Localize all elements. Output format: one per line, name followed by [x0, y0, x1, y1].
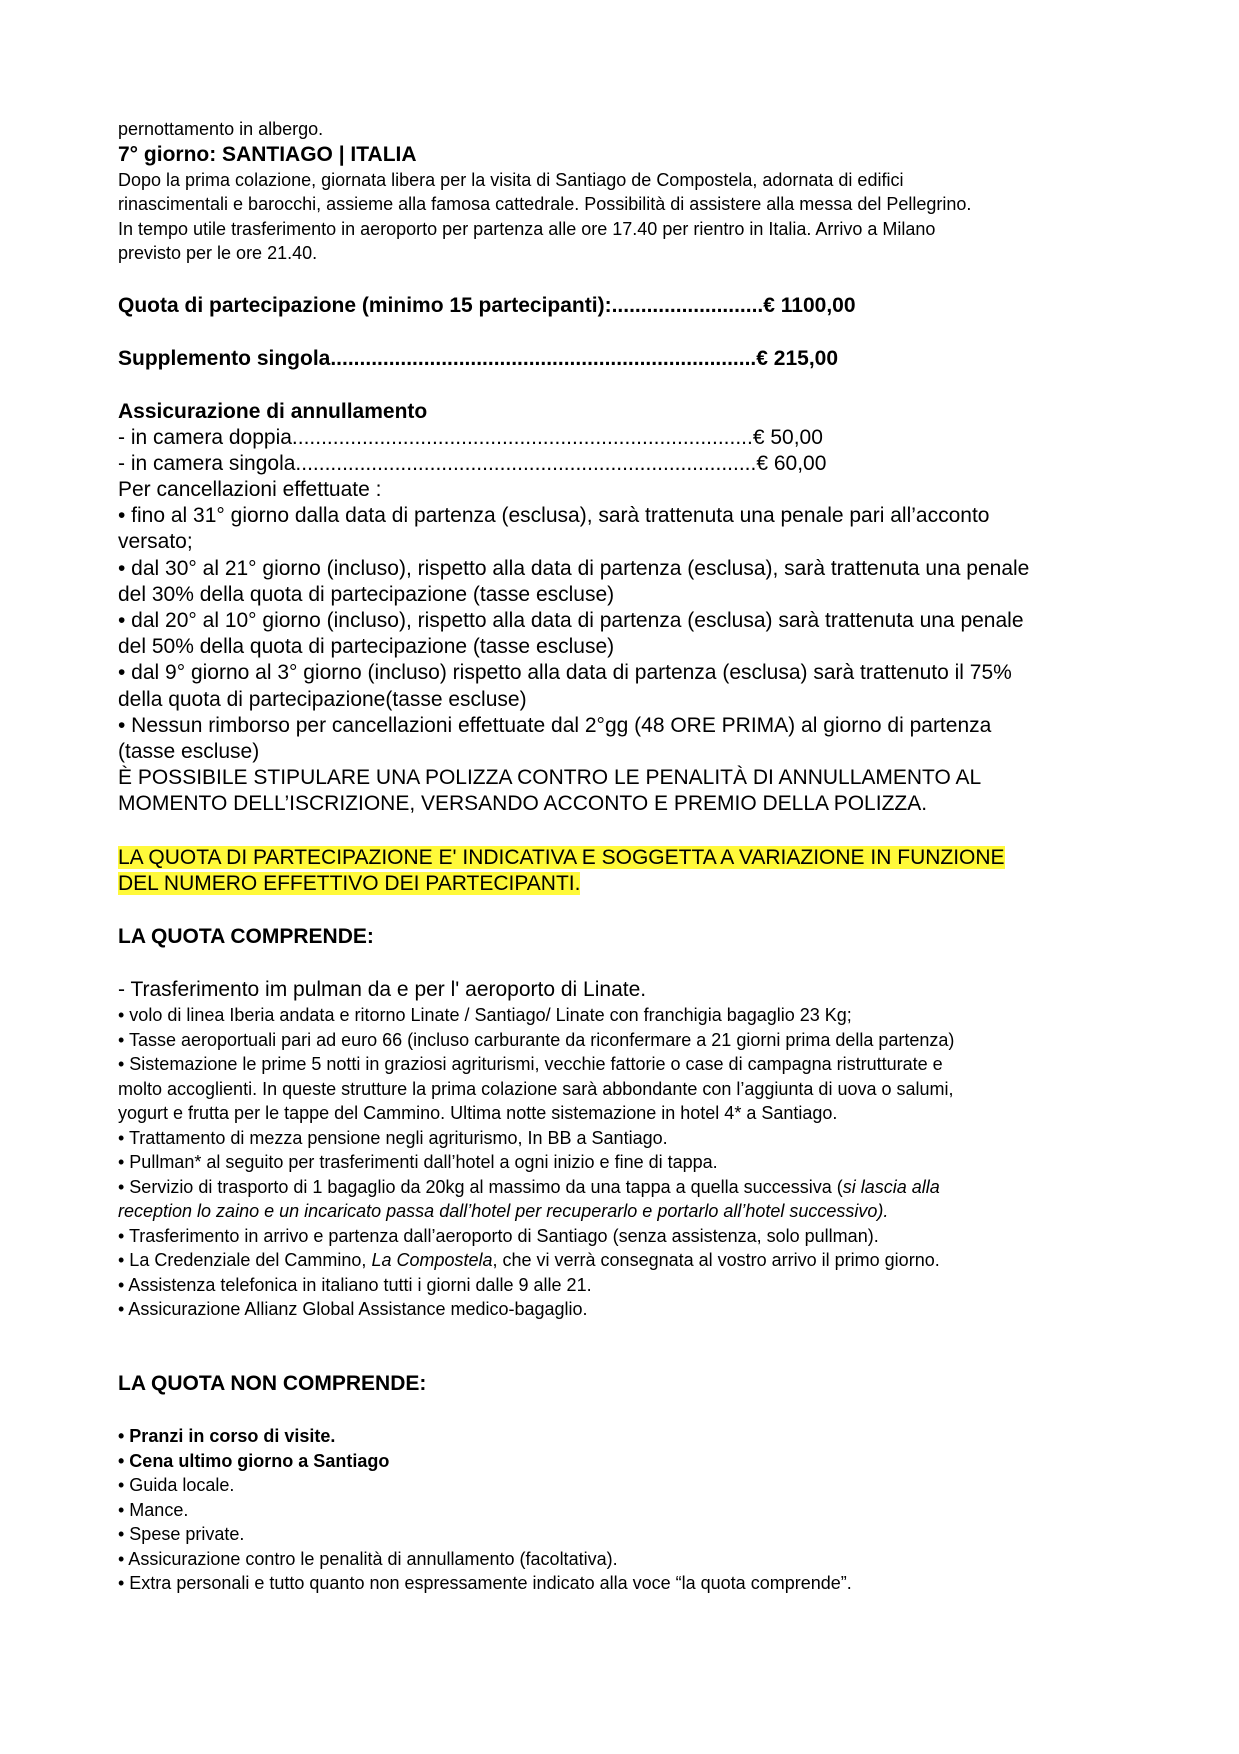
rule-line: del 50% della quota di partecipazione (tasse escluse) [118, 635, 615, 659]
rule-line: • Nessun rimborso per cancellazioni effettuate dal 2°gg (48 ORE PRIMA) al giorno di partenza [118, 713, 992, 737]
list-item: • Pranzi in corso di visite. [118, 1426, 336, 1447]
cancellazioni-intro: Per cancellazioni effettuate : [118, 477, 382, 501]
credenziale-text: , che vi verrà consegnata al vostro arrivo il primo giorno. [492, 1250, 940, 1271]
comprende-list [118, 1003, 1128, 1322]
list-item: • Assicurazione Allianz Global Assistance medico-bagaglio. [118, 1299, 588, 1320]
list-item: reception lo zaino e un incaricato passa dall’hotel per recuperarlo e portarlo all’hotel successivo). [118, 1201, 889, 1222]
notice-line: DEL NUMERO EFFETTIVO DEI PARTECIPANTI. [118, 871, 581, 895]
cancellation-rules [118, 503, 1128, 765]
quota-price: Quota di partecipazione (minimo 15 partecipanti):..........................€ 1100,00 [118, 293, 856, 317]
non-comprende-list [118, 1424, 1128, 1596]
credenziale-italic: La Compostela [371, 1250, 493, 1271]
rule-line: versato; [118, 530, 193, 554]
day-text-line: Dopo la prima colazione, giornata libera per la visita di Santiago de Compostela, adornata di edifici [118, 169, 904, 190]
list-item: molto accoglienti. In queste strutture la prima colazione sarà abbondante con l’aggiunta di uova o salumi, [118, 1078, 954, 1099]
list-item: • Guida locale. [118, 1475, 235, 1496]
list-item: • Assicurazione contro le penalità di annullamento (facoltativa). [118, 1548, 618, 1569]
rule-line: • dal 20° al 10° giorno (incluso), rispetto alla data di partenza (esclusa) sarà trattenuta una penale [118, 608, 1024, 632]
polizza-line: MOMENTO DELL’ISCRIZIONE, VERSANDO ACCONTO E PREMIO DELLA POLIZZA. [118, 792, 928, 816]
list-item: • Spese private. [118, 1524, 245, 1545]
list-item [118, 1248, 1128, 1273]
assicurazione-doppia: - in camera doppia...............................................................................€ 50,00 [118, 425, 823, 449]
assicurazione-singola: - in camera singola...............................................................................€ 60,00 [118, 451, 827, 475]
rule-line: • dal 30° al 21° giorno (incluso), rispetto alla data di partenza (esclusa), sarà trattenuta una penale [118, 556, 1030, 580]
comprende-heading: LA QUOTA COMPRENDE: [118, 924, 374, 948]
continuation-text: pernottamento in albergo. [118, 119, 324, 139]
day-description [118, 168, 1128, 266]
day-text-line: previsto per le ore 21.40. [118, 243, 318, 264]
list-item: • Trattamento di mezza pensione negli agriturismo, In BB a Santiago. [118, 1127, 668, 1148]
rule-line: della quota di partecipazione(tasse escluse) [118, 687, 527, 711]
day-text-line: In tempo utile trasferimento in aeroporto per partenza alle ore 17.40 per rientro in Italia. Arrivo a Milano [118, 218, 936, 239]
list-item: yogurt e frutta per le tappe del Cammino. Ultima notte sistemazione in hotel 4* a Santiago. [118, 1103, 838, 1124]
list-item: • Sistemazione le prime 5 notti in graziosi agriturismi, vecchie fattorie o case di campagna ristrutturate e [118, 1054, 943, 1075]
notice-line: LA QUOTA DI PARTECIPAZIONE E' INDICATIVA E SOGGETTA A VARIAZIONE IN FUNZIONE [118, 845, 1005, 869]
day-heading: 7° giorno: SANTIAGO | ITALIA [118, 142, 417, 166]
list-item: • Trasferimento in arrivo e partenza dall’aeroporto di Santiago (senza assistenza, solo pullman). [118, 1225, 879, 1246]
rule-line: • fino al 31° giorno dalla data di partenza (esclusa), sarà trattenuta una penale pari all’acconto [118, 504, 990, 528]
non-comprende-heading: LA QUOTA NON COMPRENDE: [118, 1371, 427, 1395]
bagaglio-italic: si lascia alla [842, 1176, 940, 1197]
assicurazione-heading: Assicurazione di annullamento [118, 399, 428, 423]
list-item [118, 1175, 1128, 1200]
list-item: • Cena ultimo giorno a Santiago [118, 1450, 390, 1471]
supplemento-price: Supplemento singola.........................................................................€ 215,00 [118, 346, 839, 370]
list-item: • Tasse aeroportuali pari ad euro 66 (incluso carburante da riconfermare a 21 giorni prima della partenza) [118, 1029, 955, 1050]
list-item: • Assistenza telefonica in italiano tutti i giorni dalle 9 alle 21. [118, 1274, 592, 1295]
notice-block [118, 845, 1128, 897]
document-page [118, 117, 1128, 1596]
rule-line: (tasse escluse) [118, 739, 260, 763]
day-text-line: rinascimentali e barocchi, assieme alla famosa cattedrale. Possibilità di assistere alla messa del Pellegrino. [118, 194, 972, 215]
list-item: • Mance. [118, 1499, 189, 1520]
list-item: • Extra personali e tutto quanto non espressamente indicato alla voce “la quota comprende”. [118, 1573, 852, 1594]
bagaglio-text: • Servizio di trasporto di 1 bagaglio da 20kg al massimo da una tappa a quella successiva ( [118, 1176, 843, 1197]
rule-line: del 30% della quota di partecipazione (tasse escluse) [118, 582, 615, 606]
polizza-line: È POSSIBILE STIPULARE UNA POLIZZA CONTRO LE PENALITÀ DI ANNULLAMENTO AL [118, 766, 982, 790]
list-item: • Pullman* al seguito per trasferimenti dall’hotel a ogni inizio e fine di tappa. [118, 1152, 718, 1173]
comprende-first-item: - Trasferimento im pulman da e per l' aeroporto di Linate. [118, 978, 647, 1002]
rule-line: • dal 9° giorno al 3° giorno (incluso) rispetto alla data di partenza (esclusa) sarà trattenuto il 75% [118, 661, 1012, 685]
credenziale-text: • La Credenziale del Cammino, [118, 1250, 372, 1271]
list-item: • volo di linea Iberia andata e ritorno Linate / Santiago/ Linate con franchigia bagaglio 23 Kg; [118, 1005, 852, 1026]
